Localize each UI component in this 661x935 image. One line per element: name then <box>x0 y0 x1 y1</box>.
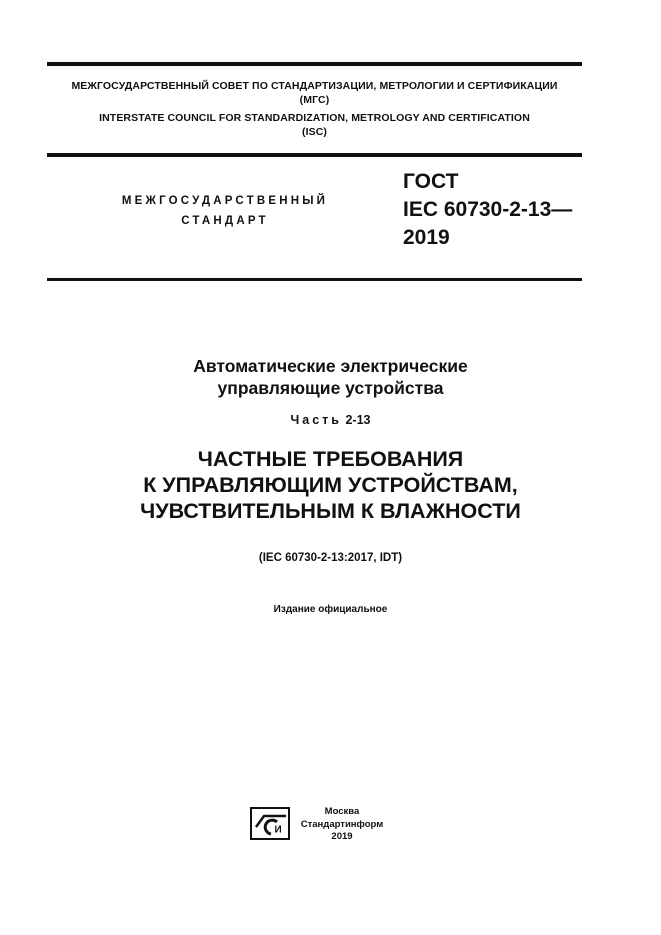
standard-kind-line2: СТАНДАРТ <box>181 215 269 227</box>
publisher-city: Москва <box>324 806 360 817</box>
edition-note: Издание официальное <box>273 604 388 615</box>
council-ru-abbrev: (МГС) <box>299 94 330 106</box>
part-label <box>0 411 661 429</box>
publisher-block <box>296 806 388 844</box>
subtitle-line3: ЧУВСТВИТЕЛЬНЫМ К ВЛАЖНОСТИ <box>140 499 521 523</box>
subtitle-line2: К УПРАВЛЯЮЩИМ УСТРОЙСТВАМ, <box>143 473 518 497</box>
gost-number: IEC 60730-2-13— <box>403 198 573 221</box>
council-en-line: INTERSTATE COUNCIL FOR STANDARDIZATION, METROLOGY AND CERTIFICATION <box>99 112 530 124</box>
gost-label: ГОСТ <box>403 170 459 193</box>
iec-reference: (IEC 60730-2-13:2017, IDT) <box>258 552 403 564</box>
council-ru-line: МЕЖГОСУДАРСТВЕННЫЙ СОВЕТ ПО СТАНДАРТИЗАЦИИ, МЕТРОЛОГИИ И СЕРТИФИКАЦИИ <box>71 80 558 92</box>
part-word: Часть <box>290 413 342 427</box>
publisher-name: Стандартинформ <box>300 818 384 830</box>
standard-designation <box>403 168 572 252</box>
standartinform-logo-icon <box>250 807 290 840</box>
top-rule <box>47 62 582 66</box>
subtitle-line1: ЧАСТНЫЕ ТРЕБОВАНИЯ <box>197 447 464 471</box>
gost-year: 2019 <box>403 226 450 249</box>
standard-kind-line1: МЕЖГОСУДАРСТВЕННЫЙ <box>121 195 329 207</box>
document-subtitle <box>0 446 661 524</box>
title-line1: Автоматические электрические <box>193 356 468 376</box>
council-name-en <box>47 111 582 139</box>
council-en-abbrev: (ISC) <box>302 126 327 138</box>
title-line2: управляющие устройства <box>217 378 444 398</box>
part-number: 2-13 <box>345 413 371 427</box>
middle-rule <box>47 153 582 157</box>
standard-kind <box>95 191 355 231</box>
publisher-year: 2019 <box>331 831 353 842</box>
council-name-ru <box>47 79 582 107</box>
document-title <box>0 355 661 399</box>
bottom-rule <box>47 278 582 281</box>
svg-text:И: И <box>274 824 282 836</box>
